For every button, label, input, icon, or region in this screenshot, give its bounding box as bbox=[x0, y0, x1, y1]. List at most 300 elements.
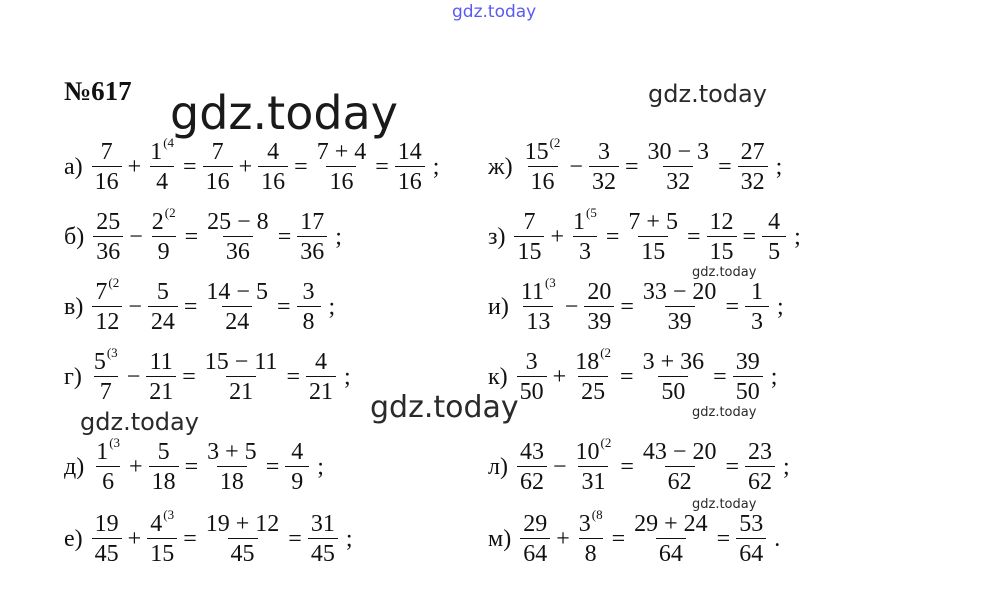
extra-factor: (2 bbox=[164, 205, 176, 220]
fraction bbox=[202, 350, 281, 404]
numerator-value: 3 + 36 bbox=[642, 349, 705, 375]
numerator bbox=[209, 140, 227, 166]
fraction bbox=[93, 210, 123, 264]
denominator: 39 bbox=[665, 306, 695, 334]
numerator-value: 4 bbox=[150, 511, 163, 537]
fraction bbox=[147, 507, 177, 567]
fraction bbox=[203, 280, 271, 334]
denominator: 16 bbox=[258, 166, 288, 194]
denominator: 50 bbox=[733, 376, 763, 404]
fraction bbox=[522, 135, 564, 195]
problem-i bbox=[488, 275, 784, 335]
numerator bbox=[573, 435, 615, 466]
fraction bbox=[733, 350, 763, 404]
problem-e bbox=[64, 507, 353, 567]
problem-m bbox=[488, 507, 781, 567]
denominator: 62 bbox=[665, 466, 695, 494]
denominator: 21 bbox=[226, 376, 256, 404]
problem-label: л) bbox=[488, 453, 508, 480]
numerator-value: 30 − 3 bbox=[647, 139, 710, 165]
numerator bbox=[576, 507, 606, 538]
denominator: 8 bbox=[579, 538, 603, 566]
denominator: 24 bbox=[148, 306, 178, 334]
denominator: 45 bbox=[308, 538, 338, 566]
numerator-value: 5 bbox=[157, 439, 170, 465]
numerator-value: 7 bbox=[95, 279, 108, 305]
problem-label: е) bbox=[64, 525, 83, 552]
fraction bbox=[203, 512, 283, 566]
problem-label: и) bbox=[488, 293, 509, 320]
numerator bbox=[522, 135, 564, 166]
numerator bbox=[204, 440, 260, 466]
punctuation: ; bbox=[317, 453, 324, 480]
operator: = bbox=[183, 293, 198, 320]
numerator bbox=[147, 507, 177, 538]
operator: = bbox=[183, 525, 197, 552]
numerator bbox=[203, 280, 271, 306]
numerator-value: 3 bbox=[578, 511, 591, 537]
numerator bbox=[204, 210, 272, 236]
punctuation: ; bbox=[345, 525, 353, 552]
fraction bbox=[514, 210, 544, 264]
fraction bbox=[738, 140, 768, 194]
numerator-value: 11 bbox=[149, 349, 173, 375]
numerator-value: 18 bbox=[575, 349, 600, 375]
denominator: 15 bbox=[514, 236, 544, 264]
numerator bbox=[202, 350, 281, 376]
numerator bbox=[154, 280, 172, 306]
denominator: 32 bbox=[589, 166, 619, 194]
numerator-value: 7 bbox=[523, 209, 536, 235]
fraction bbox=[745, 280, 769, 334]
fraction bbox=[285, 440, 309, 494]
operator: + bbox=[556, 525, 570, 552]
numerator-value: 53 bbox=[739, 511, 764, 537]
watermark-large: gdz.today bbox=[170, 86, 398, 140]
extra-factor: (8 bbox=[591, 507, 603, 522]
denominator: 24 bbox=[222, 306, 252, 334]
operator: + bbox=[552, 363, 567, 390]
numerator bbox=[308, 512, 338, 538]
fraction bbox=[640, 440, 720, 494]
numerator bbox=[640, 280, 720, 306]
operator: = bbox=[294, 153, 308, 180]
numerator bbox=[570, 205, 600, 236]
fraction bbox=[576, 507, 606, 567]
extra-factor: (5 bbox=[586, 205, 597, 220]
operator: = bbox=[605, 223, 620, 250]
punctuation: . bbox=[774, 525, 781, 552]
numerator-value: 14 bbox=[397, 139, 422, 165]
numerator bbox=[640, 350, 708, 376]
numerator-value: 1 bbox=[150, 139, 163, 165]
denominator: 9 bbox=[285, 466, 309, 494]
punctuation: ; bbox=[783, 453, 790, 480]
fraction bbox=[297, 210, 327, 264]
numerator bbox=[203, 512, 283, 538]
operator: = bbox=[276, 293, 291, 320]
numerator-value: 4 bbox=[314, 349, 327, 375]
operator: = bbox=[265, 453, 280, 480]
operator: + bbox=[238, 153, 253, 180]
numerator bbox=[733, 350, 763, 376]
numerator bbox=[584, 280, 614, 306]
numerator bbox=[92, 512, 122, 538]
fraction bbox=[149, 205, 179, 265]
watermark-center: gdz.today bbox=[370, 390, 519, 425]
numerator-value: 5 bbox=[156, 279, 169, 305]
operator: = bbox=[718, 153, 732, 180]
numerator bbox=[312, 350, 330, 376]
fraction bbox=[572, 345, 614, 405]
denominator: 62 bbox=[517, 466, 547, 494]
numerator-value: 4 bbox=[291, 439, 304, 465]
problem-label: б) bbox=[64, 223, 85, 250]
extra-factor: (4 bbox=[163, 135, 175, 150]
numerator bbox=[314, 140, 370, 166]
problem-g bbox=[64, 345, 351, 405]
fraction bbox=[308, 512, 338, 566]
numerator-value: 25 bbox=[96, 209, 121, 235]
numerator-value: 15 − 11 bbox=[204, 349, 278, 375]
numerator bbox=[572, 345, 614, 376]
denominator: 12 bbox=[92, 306, 122, 334]
fraction bbox=[92, 275, 122, 335]
denominator: 64 bbox=[736, 538, 766, 566]
fraction bbox=[625, 210, 681, 264]
numerator bbox=[395, 140, 425, 166]
operator: = bbox=[620, 453, 634, 480]
operator: = bbox=[742, 223, 757, 250]
denominator: 16 bbox=[528, 166, 558, 194]
operator: = bbox=[183, 153, 197, 180]
denominator: 13 bbox=[523, 306, 553, 334]
numerator-value: 3 bbox=[525, 349, 538, 375]
problem-label: з) bbox=[488, 223, 506, 250]
denominator: 31 bbox=[578, 466, 608, 494]
fraction bbox=[91, 345, 121, 405]
numerator-value: 17 bbox=[300, 209, 325, 235]
operator: = bbox=[277, 223, 292, 250]
numerator bbox=[155, 440, 173, 466]
watermark-left: gdz.today bbox=[80, 408, 199, 436]
denominator: 64 bbox=[656, 538, 686, 566]
denominator: 32 bbox=[738, 166, 768, 194]
problem-k bbox=[488, 345, 778, 405]
numerator bbox=[264, 140, 282, 166]
punctuation: ; bbox=[335, 223, 342, 250]
fraction bbox=[147, 135, 177, 195]
denominator: 36 bbox=[297, 236, 327, 264]
numerator-value: 15 bbox=[524, 139, 549, 165]
extra-factor: (2 bbox=[600, 435, 612, 450]
numerator bbox=[91, 345, 121, 376]
fraction bbox=[306, 350, 336, 404]
denominator: 32 bbox=[663, 166, 693, 194]
extra-factor: (2 bbox=[549, 135, 561, 150]
problem-label: в) bbox=[64, 293, 84, 320]
denominator: 21 bbox=[146, 376, 176, 404]
numerator-value: 20 bbox=[587, 279, 612, 305]
fraction bbox=[707, 210, 737, 264]
fraction bbox=[395, 140, 425, 194]
fraction bbox=[203, 140, 233, 194]
numerator-value: 7 bbox=[211, 139, 224, 165]
numerator-value: 43 bbox=[519, 439, 544, 465]
numerator-value: 25 − 8 bbox=[207, 209, 269, 235]
numerator-value: 1 bbox=[96, 439, 109, 465]
fraction bbox=[258, 140, 288, 194]
denominator: 18 bbox=[149, 466, 179, 494]
operator: + bbox=[550, 223, 565, 250]
numerator-value: 3 bbox=[597, 139, 610, 165]
numerator bbox=[147, 350, 176, 376]
numerator bbox=[520, 512, 550, 538]
fraction bbox=[573, 435, 615, 495]
operator: − bbox=[569, 153, 583, 180]
numerator bbox=[300, 280, 318, 306]
fraction bbox=[517, 350, 547, 404]
operator: = bbox=[184, 453, 199, 480]
operator: = bbox=[686, 223, 701, 250]
numerator-value: 7 bbox=[100, 139, 113, 165]
numerator-value: 3 bbox=[302, 279, 315, 305]
numerator-value: 2 bbox=[151, 209, 164, 235]
numerator-value: 27 bbox=[740, 139, 765, 165]
fraction bbox=[92, 512, 122, 566]
fraction bbox=[584, 280, 614, 334]
denominator: 36 bbox=[223, 236, 253, 264]
numerator bbox=[288, 440, 306, 466]
fraction bbox=[297, 280, 321, 334]
numerator-value: 10 bbox=[575, 439, 600, 465]
numerator bbox=[297, 210, 327, 236]
operator: − bbox=[552, 453, 567, 480]
denominator: 62 bbox=[745, 466, 775, 494]
operator: = bbox=[624, 153, 639, 180]
watermark-small-z: gdz.today bbox=[692, 265, 757, 280]
operator: = bbox=[182, 363, 196, 390]
problem-label: д) bbox=[64, 453, 85, 480]
numerator-value: 1 bbox=[750, 279, 763, 305]
denominator: 4 bbox=[150, 166, 174, 194]
problem-label: г) bbox=[64, 363, 82, 390]
operator: − bbox=[129, 223, 143, 250]
denominator: 3 bbox=[573, 236, 597, 264]
numerator-value: 19 bbox=[94, 511, 119, 537]
problem-label: а) bbox=[64, 153, 83, 180]
numerator-value: 29 bbox=[523, 511, 548, 537]
problem-d bbox=[64, 435, 324, 495]
denominator: 45 bbox=[228, 538, 258, 566]
fraction bbox=[745, 440, 775, 494]
punctuation: ; bbox=[343, 363, 351, 390]
fraction bbox=[314, 140, 370, 194]
operator: = bbox=[725, 293, 739, 320]
fraction bbox=[736, 512, 766, 566]
fraction bbox=[645, 140, 713, 194]
punctuation: ; bbox=[432, 153, 440, 180]
numerator-value: 11 bbox=[520, 279, 544, 305]
numerator-value: 4 bbox=[768, 209, 781, 235]
denominator: 50 bbox=[658, 376, 688, 404]
exercise-number: №617 bbox=[64, 76, 132, 106]
numerator bbox=[517, 440, 547, 466]
problem-zh bbox=[488, 135, 783, 195]
numerator-value: 4 bbox=[267, 139, 280, 165]
numerator bbox=[645, 140, 713, 166]
denominator: 36 bbox=[93, 236, 123, 264]
numerator-value: 5 bbox=[93, 349, 106, 375]
fraction bbox=[520, 512, 550, 566]
punctuation: ; bbox=[770, 363, 778, 390]
fraction bbox=[589, 140, 619, 194]
problem-a bbox=[64, 135, 440, 195]
punctuation: ; bbox=[776, 293, 784, 320]
numerator bbox=[707, 210, 737, 236]
problem-label: ж) bbox=[488, 153, 513, 180]
denominator: 15 bbox=[147, 538, 177, 566]
problem-b bbox=[64, 205, 342, 265]
operator: = bbox=[286, 363, 300, 390]
numerator-value: 7 + 5 bbox=[628, 209, 678, 235]
numerator-value: 14 − 5 bbox=[206, 279, 268, 305]
punctuation: ; bbox=[775, 153, 783, 180]
numerator bbox=[738, 140, 768, 166]
operator: = bbox=[725, 453, 739, 480]
operator: − bbox=[126, 363, 141, 390]
extra-factor: (2 bbox=[600, 345, 612, 360]
denominator: 16 bbox=[203, 166, 233, 194]
numerator bbox=[736, 512, 766, 538]
denominator: 39 bbox=[584, 306, 614, 334]
problem-label: к) bbox=[488, 363, 508, 390]
numerator bbox=[93, 210, 123, 236]
fraction bbox=[93, 435, 123, 495]
operator: + bbox=[127, 525, 142, 552]
numerator-value: 23 bbox=[748, 439, 772, 465]
numerator bbox=[93, 435, 123, 466]
denominator: 15 bbox=[638, 236, 668, 264]
denominator: 9 bbox=[152, 236, 176, 264]
operator: = bbox=[611, 525, 626, 552]
watermark-right: gdz.today bbox=[648, 80, 767, 108]
problem-label: м) bbox=[488, 525, 512, 552]
denominator: 25 bbox=[578, 376, 608, 404]
denominator: 6 bbox=[96, 466, 120, 494]
denominator: 21 bbox=[306, 376, 336, 404]
denominator: 45 bbox=[92, 538, 122, 566]
fraction bbox=[149, 440, 179, 494]
denominator: 16 bbox=[326, 166, 356, 194]
numerator bbox=[625, 210, 681, 236]
extra-factor: (3 bbox=[106, 345, 118, 360]
operator: = bbox=[620, 363, 634, 390]
denominator: 16 bbox=[395, 166, 425, 194]
numerator-value: 31 bbox=[310, 511, 335, 537]
denominator: 8 bbox=[297, 306, 321, 334]
extra-factor: (3 bbox=[109, 435, 121, 450]
operator: = bbox=[716, 525, 731, 552]
punctuation: ; bbox=[328, 293, 336, 320]
numerator-value: 39 bbox=[735, 349, 760, 375]
denominator: 3 bbox=[745, 306, 769, 334]
numerator bbox=[745, 440, 775, 466]
watermark-top: gdz.today bbox=[452, 2, 537, 22]
operator: = bbox=[184, 223, 199, 250]
extra-factor: (3 bbox=[544, 275, 556, 290]
problem-z bbox=[488, 205, 801, 265]
numerator-value: 3 + 5 bbox=[207, 439, 257, 465]
operator: + bbox=[129, 453, 143, 480]
numerator bbox=[748, 280, 766, 306]
numerator bbox=[640, 440, 720, 466]
numerator bbox=[149, 205, 179, 236]
denominator: 15 bbox=[707, 236, 737, 264]
extra-factor: (3 bbox=[163, 507, 175, 522]
fraction bbox=[640, 350, 708, 404]
fraction bbox=[640, 280, 720, 334]
numerator bbox=[520, 210, 538, 236]
numerator bbox=[631, 512, 711, 538]
operator: + bbox=[127, 153, 142, 180]
problem-v bbox=[64, 275, 336, 335]
numerator bbox=[765, 210, 783, 236]
fraction bbox=[517, 440, 547, 494]
fraction bbox=[204, 440, 260, 494]
fraction bbox=[92, 140, 122, 194]
numerator bbox=[523, 350, 541, 376]
denominator: 50 bbox=[517, 376, 547, 404]
fraction bbox=[570, 205, 600, 265]
extra-factor: (2 bbox=[108, 275, 120, 290]
denominator: 18 bbox=[217, 466, 247, 494]
problem-l bbox=[488, 435, 790, 495]
numerator-value: 12 bbox=[709, 209, 734, 235]
operator: = bbox=[620, 293, 634, 320]
denominator: 64 bbox=[520, 538, 550, 566]
operator: = bbox=[713, 363, 727, 390]
fraction bbox=[148, 280, 178, 334]
fraction bbox=[762, 210, 786, 264]
operator: − bbox=[128, 293, 142, 320]
watermark-small-k: gdz.today bbox=[692, 405, 757, 420]
punctuation: ; bbox=[794, 223, 801, 250]
numerator-value: 19 + 12 bbox=[205, 511, 280, 537]
numerator-value: 33 − 20 bbox=[642, 279, 717, 305]
fraction bbox=[146, 350, 176, 404]
numerator-value: 7 + 4 bbox=[316, 139, 367, 165]
operator: = bbox=[375, 153, 389, 180]
numerator-value: 43 − 20 bbox=[642, 439, 717, 465]
numerator bbox=[595, 140, 613, 166]
numerator bbox=[518, 275, 559, 306]
fraction bbox=[204, 210, 272, 264]
numerator bbox=[98, 140, 116, 166]
numerator bbox=[92, 275, 122, 306]
operator: − bbox=[564, 293, 579, 320]
numerator bbox=[147, 135, 177, 166]
watermark-small-l: gdz.today bbox=[692, 497, 757, 512]
fraction bbox=[631, 512, 711, 566]
operator: = bbox=[288, 525, 302, 552]
denominator: 5 bbox=[762, 236, 786, 264]
numerator-value: 29 + 24 bbox=[634, 511, 708, 537]
fraction bbox=[518, 275, 559, 335]
denominator: 7 bbox=[94, 376, 118, 404]
numerator-value: 1 bbox=[573, 209, 586, 235]
denominator: 16 bbox=[92, 166, 122, 194]
